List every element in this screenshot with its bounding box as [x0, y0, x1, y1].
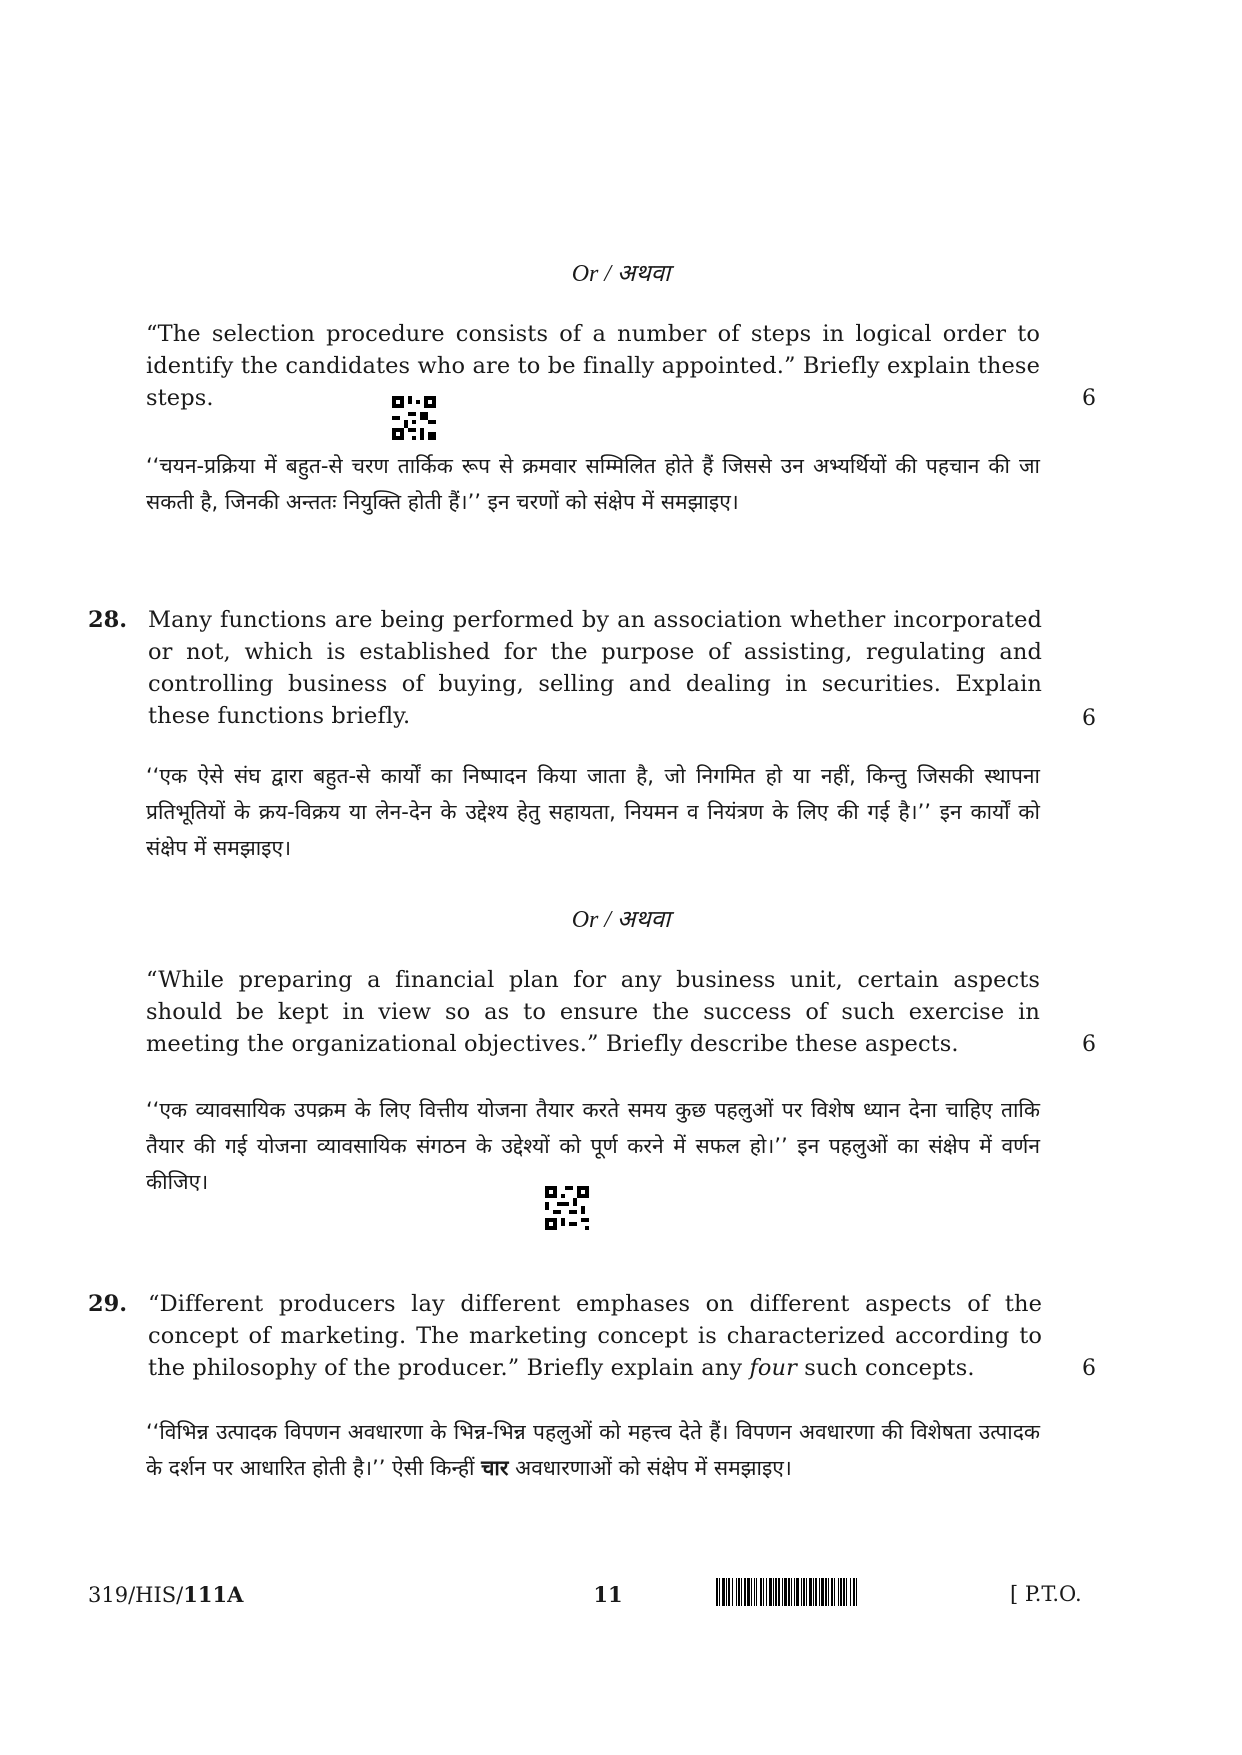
paper-code-prefix: 319/HIS/	[88, 1583, 184, 1607]
barcode-bar	[834, 1578, 835, 1606]
barcode-bar	[726, 1578, 727, 1606]
q28-number: 28.	[88, 607, 128, 633]
barcode-bar	[763, 1578, 764, 1606]
q28-alt-english: “While preparing a financial plan for any business unit, certain aspects should be kept in view so as to ensure the success of such exercise in meeting the organizational objectives.” Briefly describe these aspects.	[146, 967, 1040, 1057]
barcode-bar	[744, 1578, 746, 1606]
paper-code-bold: 111A	[183, 1582, 244, 1607]
barcode-bar	[815, 1578, 817, 1606]
barcode-bar	[794, 1578, 795, 1606]
q29-number: 29.	[88, 1291, 128, 1317]
barcode-bar	[791, 1578, 792, 1606]
barcode-bar	[769, 1578, 772, 1606]
barcode-bar	[741, 1578, 742, 1606]
barcode-bar	[751, 1578, 752, 1606]
barcode-bar	[778, 1578, 780, 1606]
barcode-bar	[840, 1578, 842, 1606]
barcode-bar	[846, 1578, 847, 1606]
barcode-bar	[760, 1578, 762, 1606]
barcode-bar	[775, 1578, 777, 1606]
paper-code	[88, 1582, 243, 1607]
barcode-bar	[722, 1578, 725, 1606]
q29-hindi-part1: ‘‘विभिन्न उत्पादक विपणन अवधारणा के भिन्न-भिन्न पहलुओं को महत्त्व देते हैं। विपणन अवधारणा की विशेषता उत्पादक के दर्शन पर आधारित होती है।’’ ऐसी किन्हीं	[146, 1420, 1040, 1480]
barcode-bar	[782, 1578, 783, 1606]
barcode-bar	[728, 1578, 730, 1606]
barcode-bar	[825, 1578, 827, 1606]
q27-alt-hindi: ‘‘चयन-प्रक्रिया में बहुत-से चरण तार्किक रूप से क्रमवार सम्मिलित होते हैं जिससे उन अभ्यर्थियों की पहचान की जा सकती है, जिनकी अन्ततः नियुक्ति होती हैं।’’ इन चरणों को संक्षेप में समझाइए।	[146, 454, 1040, 514]
barcode-bar	[813, 1578, 814, 1606]
barcode-bar	[756, 1578, 757, 1606]
barcode-bar	[856, 1578, 857, 1606]
barcode-bar	[736, 1578, 737, 1606]
barcode-bar	[803, 1578, 805, 1606]
barcode-bar	[747, 1578, 750, 1606]
or-divider-2: Or / अथवा	[571, 907, 671, 933]
barcode-bar	[738, 1578, 740, 1606]
barcode-bar	[819, 1578, 820, 1606]
q29-hindi-part2: अवधारणाओं को संक्षेप में समझाइए।	[508, 1456, 792, 1480]
barcode-bar	[796, 1578, 799, 1606]
barcode-bar	[806, 1578, 807, 1606]
page-number: 11	[593, 1582, 623, 1607]
barcode-bar	[773, 1578, 774, 1606]
barcode-icon	[716, 1578, 998, 1606]
q29-english-part1: “Different producers lay different emphases on different aspects of the concept of marketing. The marketing concept is characterized according to the philosophy of the producer.” Briefly explain any	[148, 1291, 1042, 1381]
or-divider-1: Or / अथवा	[571, 261, 671, 287]
barcode-bar	[784, 1578, 787, 1606]
barcode-bar	[831, 1578, 833, 1606]
barcode-bar	[788, 1578, 790, 1606]
barcode-bar	[809, 1578, 812, 1606]
barcode-bar	[754, 1578, 755, 1606]
barcode-bar	[850, 1578, 851, 1606]
barcode-bar	[766, 1578, 767, 1606]
qr-code-icon	[392, 396, 436, 440]
q29-hindi	[146, 1414, 1040, 1486]
q28-alt-marks: 6	[1082, 1032, 1096, 1057]
q28-hindi: ‘‘एक ऐसे संघ द्वारा बहुत-से कार्यों का निष्पादन किया जाता है, जो निगमित हो या नहीं, किन्तु जिसकी स्थापना प्रतिभूतियों के क्रय-विक्रय या लेन-देन के उद्देश्य हेतु सहायता, नियमन व नियंत्रण के लिए की गई है।’’ इन कार्यों को संक्षेप में समझाइए।	[146, 764, 1040, 860]
barcode-bar	[716, 1578, 718, 1606]
barcode-bar	[732, 1578, 733, 1606]
q27-alt-marks: 6	[1082, 386, 1096, 411]
q29-english	[148, 1288, 1042, 1384]
pto-label: [ P.T.O.	[1010, 1582, 1082, 1606]
q29-english-emphasis: four	[749, 1355, 797, 1381]
q29-marks: 6	[1082, 1356, 1096, 1381]
q27-alt-english: “The selection procedure consists of a number of steps in logical order to identify the candidates who are to be finally appointed.” Briefly explain these steps.	[146, 321, 1040, 411]
barcode-bar	[719, 1578, 720, 1606]
q28-marks: 6	[1082, 706, 1096, 731]
qr-code-icon	[545, 1186, 589, 1230]
q29-english-part2: such concepts.	[796, 1355, 975, 1381]
barcode-bar	[853, 1578, 855, 1606]
q28-alt-hindi: ‘‘एक व्यावसायिक उपक्रम के लिए वित्तीय योजना तैयार करते समय कुछ पहलुओं पर विशेष ध्यान देना चाहिए ताकि तैयार की गई योजना व्यावसायिक संगठन के उद्देश्यों को पूर्ण करने में सफल हो।’’ इन पहलुओं का संक्षेप में वर्णन कीजिए।	[146, 1098, 1040, 1194]
barcode-bar	[821, 1578, 824, 1606]
barcode-bar	[843, 1578, 845, 1606]
q28-english: Many functions are being performed by an association whether incorporated or not, which is established for the purpose of assisting, regulating and controlling business of buying, selling and dealing in securities. Explain these functions briefly.	[148, 607, 1042, 729]
barcode-bar	[838, 1578, 839, 1606]
barcode-bar	[828, 1578, 829, 1606]
q29-hindi-bold: चार	[481, 1456, 509, 1480]
barcode-bar	[801, 1578, 802, 1606]
